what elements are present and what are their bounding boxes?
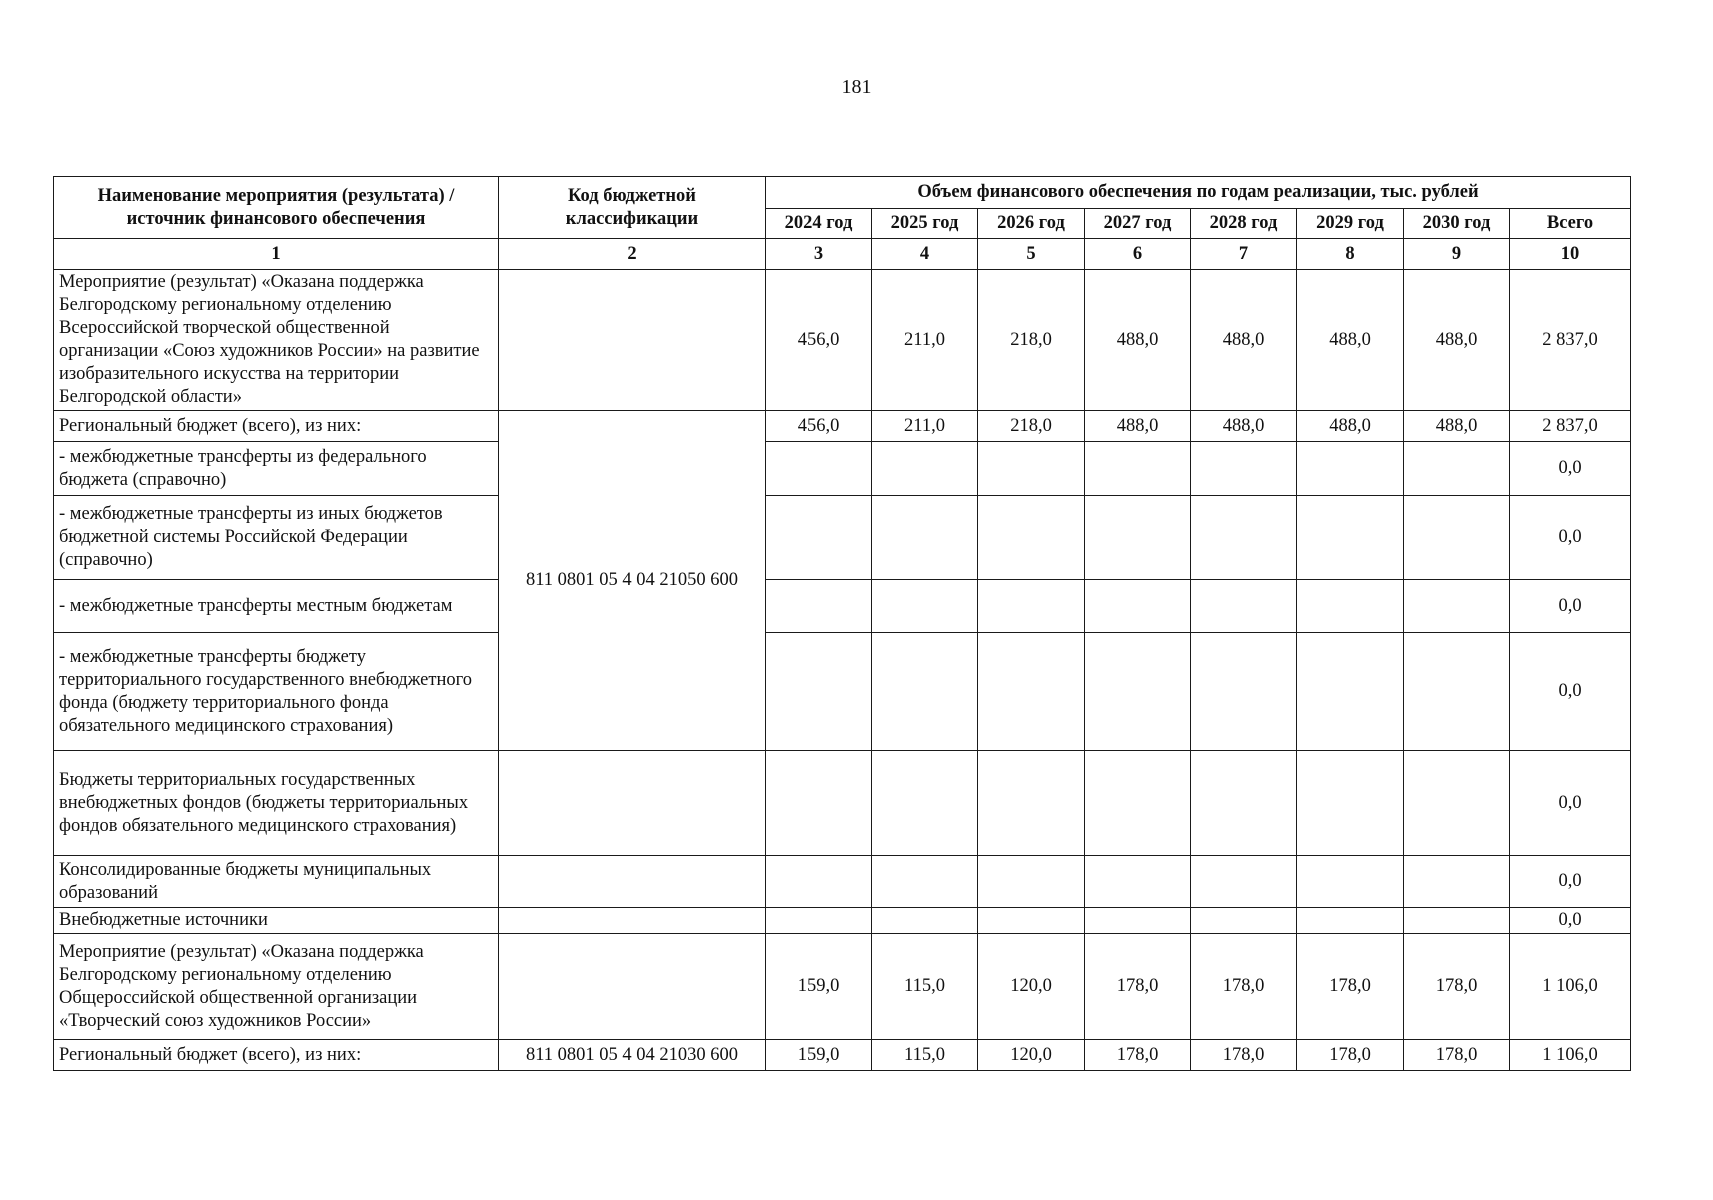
- cell-value: [1085, 751, 1191, 856]
- cell-value: 488,0: [1297, 270, 1404, 411]
- cell-total: 2 837,0: [1510, 411, 1631, 442]
- cell-value: [1404, 856, 1510, 908]
- index-row: [54, 239, 1631, 270]
- cell-value: [978, 908, 1085, 934]
- cell-value: [766, 751, 872, 856]
- row-name: Консолидированные бюджеты муниципальных образований: [54, 856, 499, 908]
- table-row: [54, 411, 1631, 442]
- cell-value: [1297, 496, 1404, 580]
- row-name: Бюджеты территориальных государственных внебюджетных фондов (бюджеты территориальных фондов обязательного медицинского страхования): [54, 751, 499, 856]
- row-name: - межбюджетные трансферты бюджету территориального государственного внебюджетного фонда (бюджету территориального фонда обязательного медицинского страхования): [54, 633, 499, 751]
- cell-value: [1297, 751, 1404, 856]
- cell-value: [1404, 496, 1510, 580]
- cell-value: [1191, 496, 1297, 580]
- cell-value: 178,0: [1297, 1040, 1404, 1071]
- table-row: [54, 633, 1631, 751]
- cell-value: 178,0: [1191, 934, 1297, 1040]
- cell-value: 488,0: [1404, 270, 1510, 411]
- header-year: 2027 год: [1085, 209, 1191, 239]
- column-index: 4: [872, 239, 978, 270]
- cell-value: [1297, 442, 1404, 496]
- cell-value: 488,0: [1085, 411, 1191, 442]
- cell-value: 211,0: [872, 411, 978, 442]
- row-code-empty: [499, 934, 766, 1040]
- cell-value: 488,0: [1191, 411, 1297, 442]
- budget-table: [53, 176, 1631, 1071]
- cell-value: [1191, 442, 1297, 496]
- row-name: - межбюджетные трансферты из иных бюджетов бюджетной системы Российской Федерации (справочно): [54, 496, 499, 580]
- column-index: 8: [1297, 239, 1404, 270]
- cell-value: 488,0: [1191, 270, 1297, 411]
- table-row: [54, 856, 1631, 908]
- cell-value: [1191, 580, 1297, 633]
- cell-value: [1297, 856, 1404, 908]
- cell-value: 218,0: [978, 411, 1085, 442]
- cell-value: [766, 580, 872, 633]
- cell-value: [872, 496, 978, 580]
- cell-value: [978, 442, 1085, 496]
- cell-total: 0,0: [1510, 751, 1631, 856]
- cell-total: 0,0: [1510, 496, 1631, 580]
- cell-value: 178,0: [1085, 934, 1191, 1040]
- cell-total: 0,0: [1510, 580, 1631, 633]
- cell-value: [766, 442, 872, 496]
- cell-total: 1 106,0: [1510, 934, 1631, 1040]
- column-index: 9: [1404, 239, 1510, 270]
- cell-value: [1404, 580, 1510, 633]
- cell-total: 0,0: [1510, 908, 1631, 934]
- column-index: 6: [1085, 239, 1191, 270]
- cell-value: 178,0: [1404, 1040, 1510, 1071]
- table-row: [54, 442, 1631, 496]
- cell-value: [766, 856, 872, 908]
- cell-value: [872, 580, 978, 633]
- cell-value: 488,0: [1085, 270, 1191, 411]
- column-index: 3: [766, 239, 872, 270]
- cell-value: [1085, 856, 1191, 908]
- table-row: [54, 1040, 1631, 1071]
- header-name: Наименование мероприятия (результата) / источник финансового обеспечения: [54, 177, 499, 239]
- cell-value: [872, 908, 978, 934]
- row-code-empty: [499, 908, 766, 934]
- row-name: - межбюджетные трансферты местным бюджетам: [54, 580, 499, 633]
- row-name: - межбюджетные трансферты из федерального бюджета (справочно): [54, 442, 499, 496]
- cell-value: 211,0: [872, 270, 978, 411]
- row-code-empty: [499, 751, 766, 856]
- cell-value: [1404, 442, 1510, 496]
- cell-value: [872, 751, 978, 856]
- row-name: Региональный бюджет (всего), из них:: [54, 1040, 499, 1071]
- row-name: Мероприятие (результат) «Оказана поддержка Белгородскому региональному отделению Всероссийской творческой общественной организации «Союз художников России» на развитие изобразительного искусства на территории Белгородской области»: [54, 270, 499, 411]
- cell-value: 488,0: [1404, 411, 1510, 442]
- cell-value: [1085, 633, 1191, 751]
- cell-value: [1297, 580, 1404, 633]
- table-row: [54, 751, 1631, 856]
- header-year: 2024 год: [766, 209, 872, 239]
- table-row: [54, 270, 1631, 411]
- cell-value: [1297, 633, 1404, 751]
- row-code-empty: [499, 270, 766, 411]
- cell-value: [872, 442, 978, 496]
- cell-total: 0,0: [1510, 856, 1631, 908]
- header-row: [54, 177, 1631, 209]
- cell-total: 2 837,0: [1510, 270, 1631, 411]
- cell-value: [978, 633, 1085, 751]
- header-year: 2025 год: [872, 209, 978, 239]
- cell-value: [872, 633, 978, 751]
- row-code-empty: [499, 856, 766, 908]
- cell-value: [1085, 908, 1191, 934]
- cell-value: 120,0: [978, 934, 1085, 1040]
- column-index: 1: [54, 239, 499, 270]
- cell-total: 1 106,0: [1510, 1040, 1631, 1071]
- cell-value: [1404, 908, 1510, 934]
- budget-code: 811 0801 05 4 04 21050 600: [499, 411, 766, 751]
- cell-value: 115,0: [872, 1040, 978, 1071]
- cell-value: [872, 856, 978, 908]
- header-code: Код бюджетной классификации: [499, 177, 766, 239]
- column-index: 2: [499, 239, 766, 270]
- cell-value: [978, 751, 1085, 856]
- cell-value: 178,0: [1404, 934, 1510, 1040]
- cell-value: [978, 580, 1085, 633]
- cell-value: 178,0: [1297, 934, 1404, 1040]
- cell-value: 115,0: [872, 934, 978, 1040]
- column-index: 5: [978, 239, 1085, 270]
- header-year: 2028 год: [1191, 209, 1297, 239]
- header-year: 2030 год: [1404, 209, 1510, 239]
- cell-value: [1085, 580, 1191, 633]
- cell-value: 120,0: [978, 1040, 1085, 1071]
- cell-value: 159,0: [766, 934, 872, 1040]
- cell-value: [978, 856, 1085, 908]
- cell-value: 218,0: [978, 270, 1085, 411]
- cell-value: [766, 496, 872, 580]
- column-index: 10: [1510, 239, 1631, 270]
- table-row: [54, 496, 1631, 580]
- cell-value: 456,0: [766, 411, 872, 442]
- row-name: Внебюджетные источники: [54, 908, 499, 934]
- cell-value: 488,0: [1297, 411, 1404, 442]
- cell-value: 456,0: [766, 270, 872, 411]
- cell-value: [766, 908, 872, 934]
- header-year: 2029 год: [1297, 209, 1404, 239]
- cell-value: [1085, 496, 1191, 580]
- column-index: 7: [1191, 239, 1297, 270]
- cell-value: [1085, 442, 1191, 496]
- cell-value: [978, 496, 1085, 580]
- cell-value: [1404, 751, 1510, 856]
- cell-value: [1191, 633, 1297, 751]
- cell-total: 0,0: [1510, 442, 1631, 496]
- cell-value: [1191, 908, 1297, 934]
- header-year: 2026 год: [978, 209, 1085, 239]
- cell-value: [1191, 751, 1297, 856]
- header-total: Всего: [1510, 209, 1631, 239]
- table-row: [54, 934, 1631, 1040]
- table-row: [54, 580, 1631, 633]
- row-name: Мероприятие (результат) «Оказана поддержка Белгородскому региональному отделению Общероссийской общественной организации «Творческий союз художников России»: [54, 934, 499, 1040]
- cell-value: 178,0: [1085, 1040, 1191, 1071]
- budget-code: 811 0801 05 4 04 21030 600: [499, 1040, 766, 1071]
- cell-total: 0,0: [1510, 633, 1631, 751]
- cell-value: [1297, 908, 1404, 934]
- cell-value: 159,0: [766, 1040, 872, 1071]
- cell-value: [1191, 856, 1297, 908]
- cell-value: [1404, 633, 1510, 751]
- row-name: Региональный бюджет (всего), из них:: [54, 411, 499, 442]
- page-number: 181: [841, 76, 872, 98]
- cell-value: 178,0: [1191, 1040, 1297, 1071]
- table-row: [54, 908, 1631, 934]
- cell-value: [766, 633, 872, 751]
- header-volume: Объем финансового обеспечения по годам реализации, тыс. рублей: [766, 177, 1631, 209]
